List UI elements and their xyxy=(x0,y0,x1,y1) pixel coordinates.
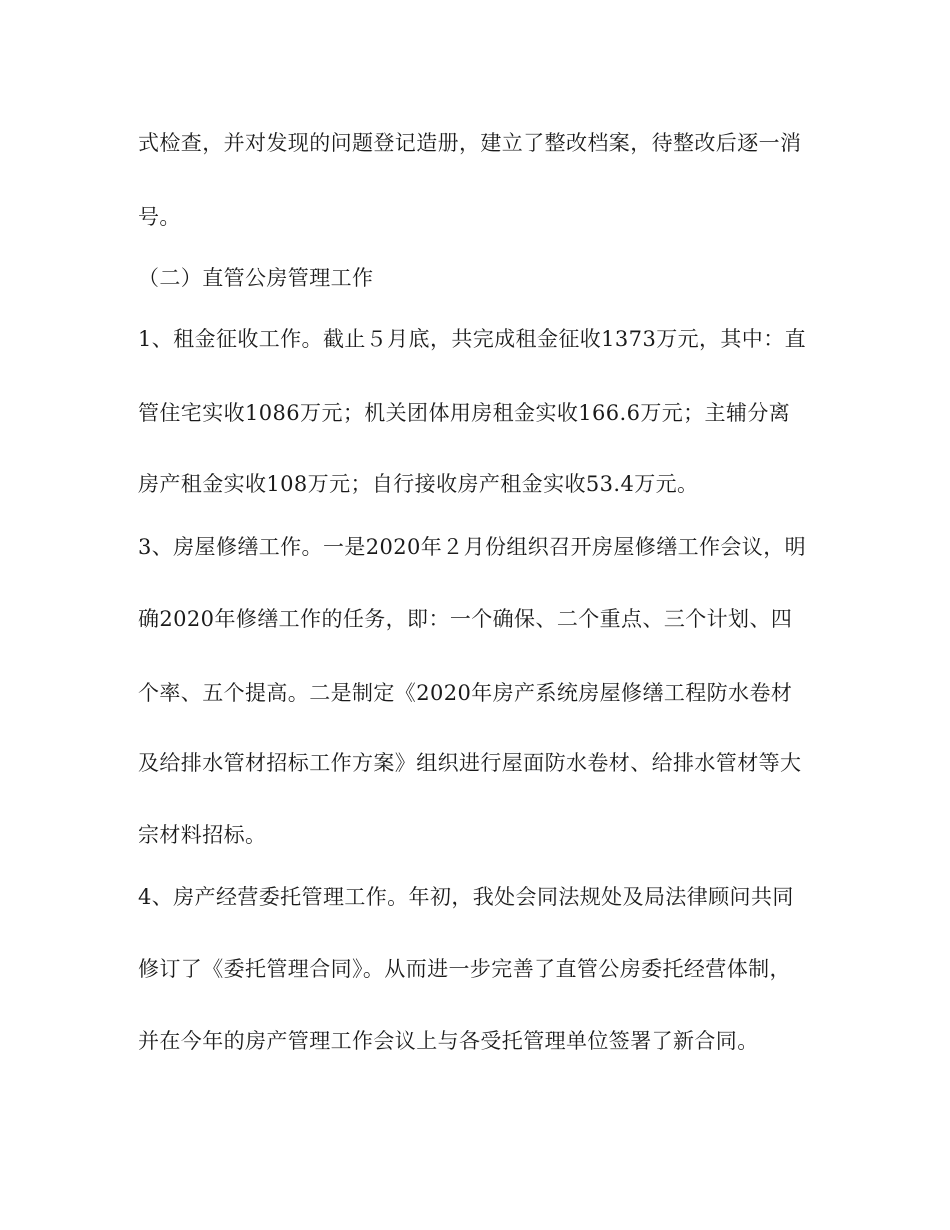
text-line: 修订了《委托管理合同》。从而进一步完善了直管公房委托经营体制， xyxy=(138,957,791,981)
text-line: 号。 xyxy=(138,205,181,229)
text-line: 个率、五个提高。二是制定《2020年房产系统房屋修缮工程防水卷材 xyxy=(138,681,793,705)
text-line: 并在今年的房产管理工作会议上与各受托管理单位签署了新合同。 xyxy=(138,1029,759,1053)
text-line: 确2020年修缮工作的任务，即：一个确保、二个重点、三个计划、四 xyxy=(138,607,793,631)
text-line: 及给排水管材招标工作方案》组织进行屋面防水卷材、给排水管材等大 xyxy=(138,751,802,775)
text-line: 式检查，并对发现的问题登记造册，建立了整改档案，待整改后逐一消 xyxy=(138,131,802,155)
text-line: 房产租金实收108万元；自行接收房产租金实收53.4万元。 xyxy=(138,472,699,496)
text-line: 管住宅实收1086万元；机关团体用房租金实收166.6万元；主辅分离 xyxy=(138,401,791,425)
text-line: 宗材料招标。 xyxy=(138,823,267,847)
section-heading: （二）直管公房管理工作 xyxy=(138,266,374,290)
text-line: 1、租金征收工作。截止５月底，共完成租金征收1373万元，其中：直 xyxy=(138,327,807,351)
text-line: 4、房产经营委托管理工作。年初，我处会同法规处及局法律顾问共同 xyxy=(138,885,794,909)
text-line: 3、房屋修缮工作。一是2020年２月份组织召开房屋修缮工作会议，明 xyxy=(138,535,807,559)
